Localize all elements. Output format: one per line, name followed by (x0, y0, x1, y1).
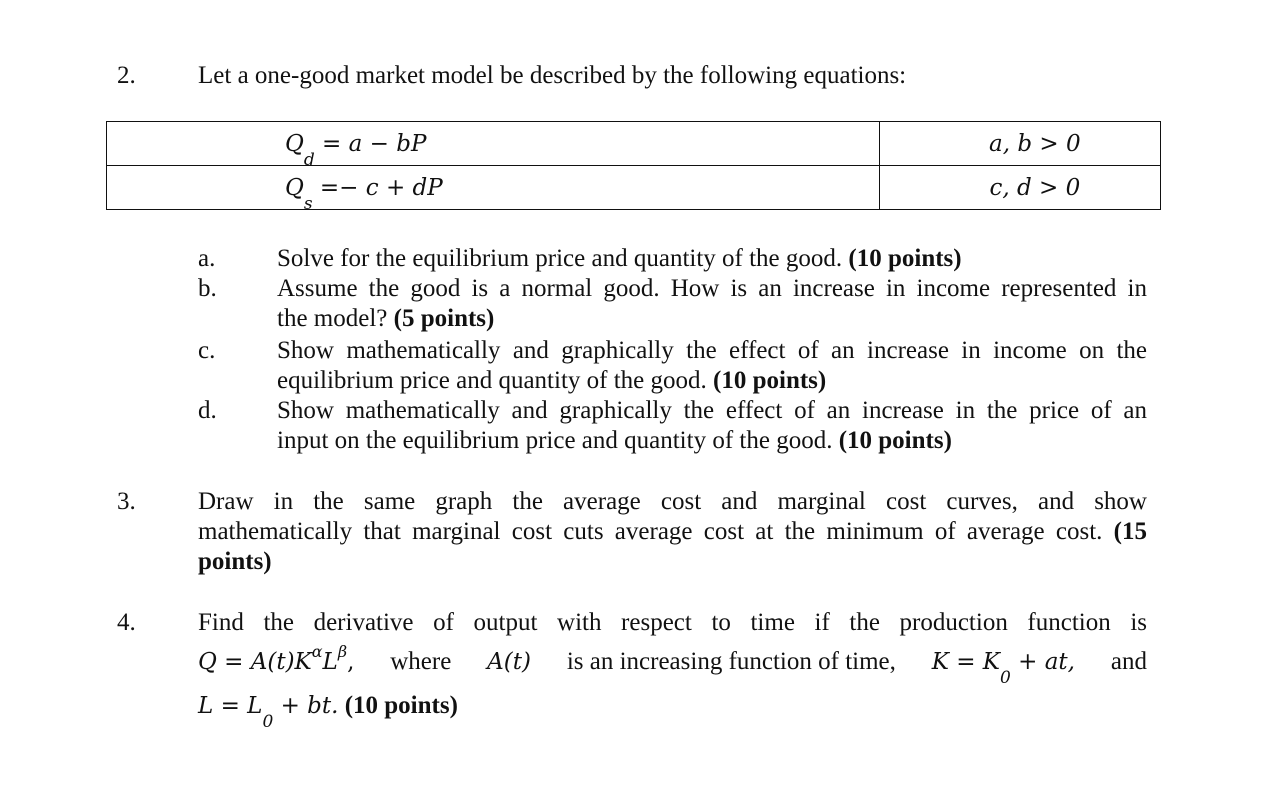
supply-condition: c, d > 0 (879, 166, 1160, 210)
question-2-number: 2. (117, 62, 136, 89)
question-3-number: 3. (117, 488, 136, 515)
table-row (107, 166, 1161, 210)
question-4-number: 4. (117, 609, 136, 636)
equations-table (106, 121, 1161, 214)
production-function: $Q = A(t)K^\alpha L^\beta$, (198, 642, 355, 675)
part-c-label: c. (198, 337, 216, 364)
demand-condition: a, b > 0 (879, 122, 1160, 166)
question-3-line-2: mathematically that marginal cost cuts average cost at the minimum of average cost. (15 (198, 518, 1147, 545)
part-b-label: b. (198, 275, 217, 302)
labor-equation: $L = L_0$ + bt. (198, 693, 339, 732)
question-2-intro: Let a one-good market model be described by the following equations: (198, 62, 907, 89)
question-4-line-1: Find the derivative of output with respect to time if the production function is (198, 609, 1147, 636)
supply-equation: $Q_s =- c$ + dP (107, 166, 880, 210)
question-4-line-3: $L = L_0$ + bt. (10 points) (198, 692, 458, 732)
part-a-text: Solve for the equilibrium price and quantity of the good. (10 points) (277, 245, 962, 272)
part-b-line-2: the model? (5 points) (277, 305, 495, 332)
question-3-line-1: Draw in the same graph the average cost and marginal cost curves, and show (198, 488, 1147, 515)
part-c-line-1: Show mathematically and graphically the effect of an increase in income on the (277, 337, 1147, 364)
part-d-line-1: Show mathematically and graphically the effect of an increase in the price of an (277, 397, 1147, 424)
question-3-line-3: points) (198, 548, 272, 575)
part-d-label: d. (198, 397, 217, 424)
question-4-line-2: $Q = A(t)K^\alpha L^\beta$, where A(t) is an increasing function of time, $K = K_0$ + at, and (198, 642, 1147, 688)
part-a-label: a. (198, 245, 216, 272)
part-d-line-2: input on the equilibrium price and quantity of the good. (10 points) (277, 427, 952, 454)
part-b-line-1: Assume the good is a normal good. How is an increase in income represented in (277, 275, 1147, 302)
part-c-line-2: equilibrium price and quantity of the good. (10 points) (277, 367, 827, 394)
demand-equation: $Q_d = a$ − bP (107, 122, 880, 166)
capital-equation: $K = K_0$ + at, (931, 649, 1075, 688)
table-row (107, 122, 1161, 166)
